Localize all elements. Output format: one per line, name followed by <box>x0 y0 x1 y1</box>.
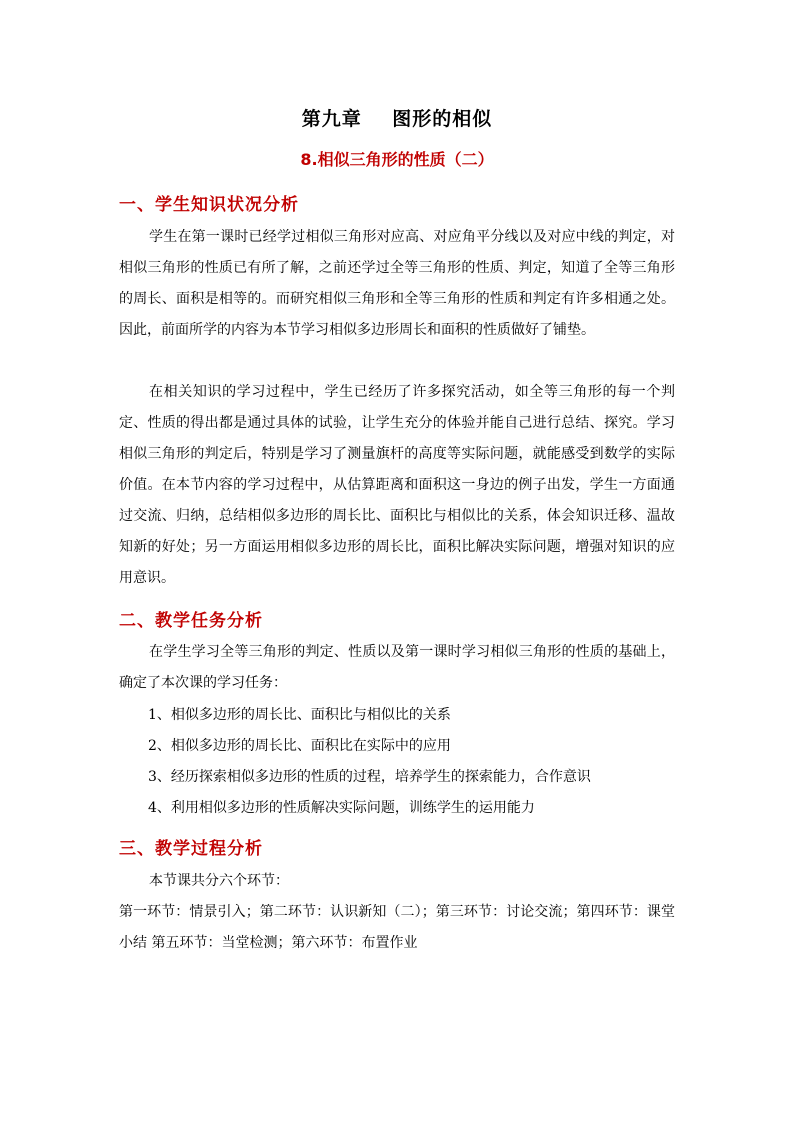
list-item: 4、利用相似多边形的性质解决实际问题，训练学生的运用能力 <box>148 800 535 816</box>
chapter-title: 第九章 图形的相似 <box>301 108 493 130</box>
section-heading-process-analysis: 三、教学过程分析 <box>119 839 263 859</box>
paragraph: 学生在第一课时已经学过相似三角形对应高、对应角平分线以及对应中线的判定，对相似三角形的性质已有所了解，之前还学过全等三角形的性质、判定，知道了全等三角形的周长、面积是相等的。而研究相似三角形和全等三角形的性质和判定有许多相通之处。因此，前面所学的内容为本节学习相似多边形周长和面积的性质做好了铺垫。 <box>119 229 675 338</box>
list-item: 2、相似多边形的周长比、面积比在实际中的应用 <box>148 738 451 754</box>
section-heading-task-analysis: 二、教学任务分析 <box>119 611 263 631</box>
paragraph: 在学生学习全等三角形的判定、性质以及第一课时学习相似三角形的性质的基础上，确定了本次课的学习任务： <box>119 644 675 691</box>
paragraph: 在相关知识的学习过程中，学生已经历了许多探究活动，如全等三角形的每一个判定、性质的得出都是通过具体的试验，让学生充分的体验并能自己进行总结、探究。学习相似三角形的判定后，特别是学习了测量旗杆的高度等实际问题，就能感受到数学的实际价值。在本节内容的学习过程中，从估算距离和面积这一身边的例子出发，学生一方面通过交流、归纳，总结相似多边形的周长比、面积比与相似比的关系，体会知识迁移、温故知新的好处；另一方面运用相似多边形的周长比，面积比解决实际问题，增强对知识的应用意识。 <box>119 384 675 586</box>
lesson-title: 8.相似三角形的性质（二） <box>300 150 494 169</box>
list-item: 1、相似多边形的周长比、面积比与相似比的关系 <box>148 707 451 723</box>
paragraph: 本节课共分六个环节： <box>149 873 289 889</box>
list-item: 3、经历探索相似多边形的性质的过程，培养学生的探索能力，合作意识 <box>148 769 591 785</box>
section-heading-student-analysis: 一、学生知识状况分析 <box>119 195 299 215</box>
paragraph: 第一环节：情景引入；第二环节：认识新知（二）；第三环节：讨论交流；第四环节：课堂小结 第五环节：当堂检测；第六环节：布置作业 <box>119 904 675 951</box>
